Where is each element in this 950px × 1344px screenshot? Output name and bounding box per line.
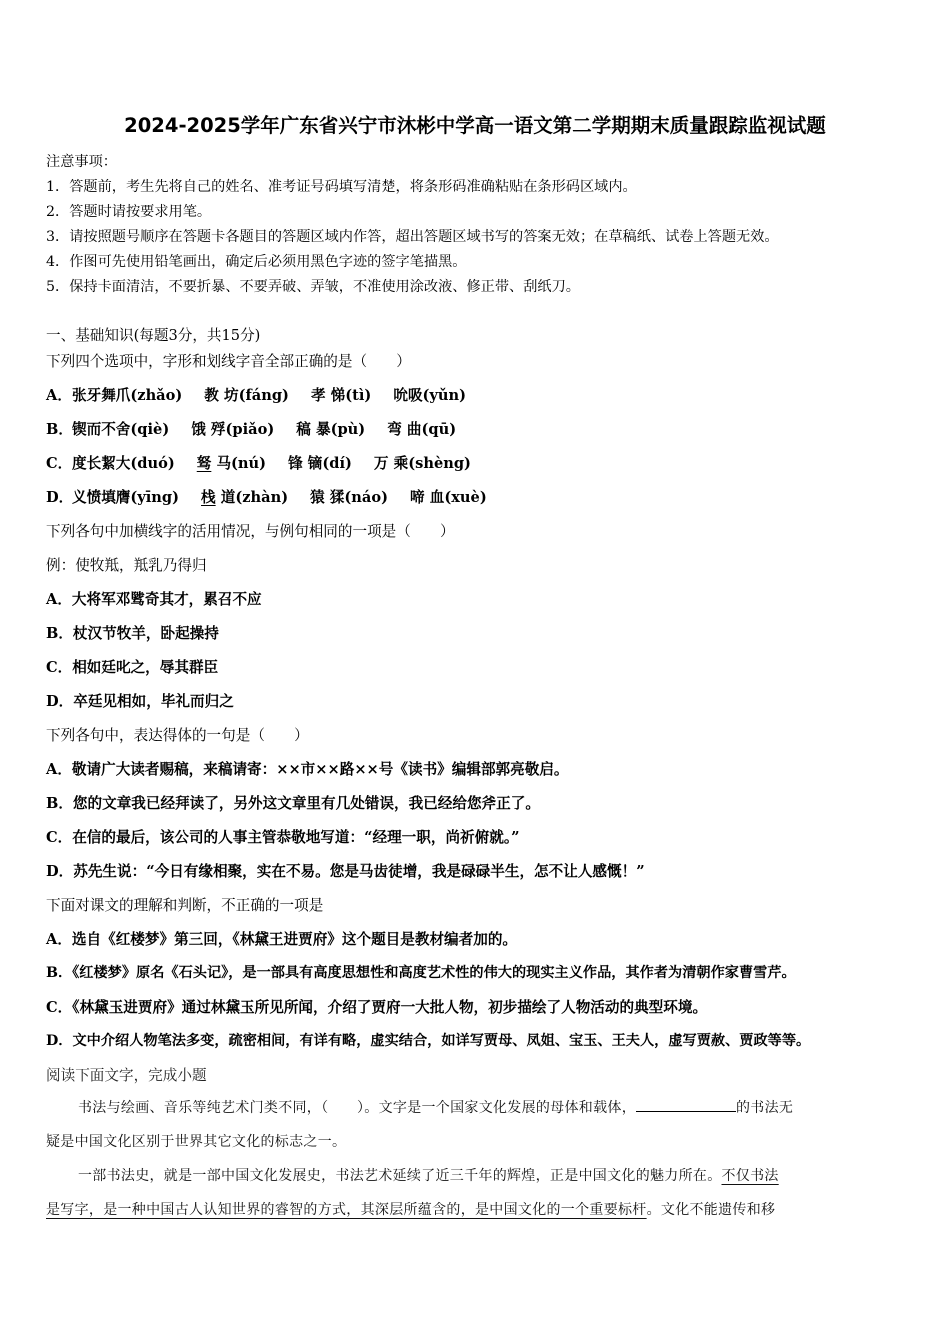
question-4-option-d[interactable]: D．文中介绍人物笔法多变，疏密相间，有详有略，虚实结合，如详写贾母、凤姐、宝玉、王夫人，虚写贾赦、贾政等等。 <box>46 1033 811 1049</box>
option-word: 义愤填膺(yīng) <box>72 489 180 506</box>
option-letter: D． <box>46 489 74 506</box>
passage-text: 书法与绘画、音乐等纯艺术门类不同，（ ）。文字是一个国家文化发展的母体和载体， <box>78 1100 636 1116</box>
option-letter: B． <box>46 421 73 438</box>
option-word: 张牙舞爪(zhǎo) <box>72 387 183 404</box>
option-char: 锋 <box>288 455 303 472</box>
question-1-option-d[interactable] <box>46 486 509 507</box>
option-word: 猱(náo) <box>329 489 389 506</box>
underlined-sentence: 是写字，是一种中国古人认知世界的睿智的方式，其深层所蕴含的，是中国文化的一个重要标杆 <box>46 1202 647 1218</box>
option-word: 锲而不舍(qiè) <box>72 421 170 438</box>
option-char: 万 <box>373 455 389 472</box>
section-heading: 一、基础知识(每题3分，共15分) <box>46 327 261 344</box>
passage-line <box>46 1193 906 1227</box>
option-word: 坊(fáng) <box>223 387 289 404</box>
option-letter: A． <box>46 387 72 404</box>
reading-intro: 阅读下面文字，完成小题 <box>46 1067 207 1084</box>
option-char: 啼 <box>410 489 425 506</box>
option-char: 栈 <box>201 489 216 506</box>
question-2-stem: 下列各句中加横线字的活用情况，与例句相同的一项是（ ） <box>46 523 455 540</box>
question-3-option-c[interactable]: C．在信的最后，该公司的人事主管恭敬地写道：“经理一职，尚祈俯就。” <box>46 829 520 846</box>
page-title: 2024-2025学年广东省兴宁市沐彬中学高一语文第二学期期末质量跟踪监视试题 <box>124 114 826 137</box>
question-2-example: 例：使牧羝，羝乳乃得归 <box>46 557 207 574</box>
passage-text: 。文化不能遗传和移 <box>646 1202 776 1218</box>
passage-line: 疑是中国文化区别于世界其它文化的标志之一。 <box>46 1134 347 1150</box>
question-2-option-a[interactable]: A．大将军邓骘奇其才，累召不应 <box>46 591 262 608</box>
passage-line <box>46 1091 906 1125</box>
question-4-stem: 下面对课文的理解和判断，不正确的一项是 <box>46 897 324 914</box>
passage-text: 一部书法史，就是一部中国文化发展史，书法艺术延续了近三千年的辉煌，正是中国文化的魅力所在。 <box>78 1168 722 1184</box>
option-word: 吮吸(yǔn) <box>393 387 467 404</box>
notes-block <box>46 150 926 300</box>
question-3-option-b[interactable]: B．您的文章我已经拜读了，另外这文章里有几处错误，我已经给您斧正了。 <box>46 795 540 812</box>
question-2-option-b[interactable]: B．杖汉节牧羊，卧起操持 <box>46 625 219 642</box>
passage-line <box>46 1159 906 1193</box>
question-3-option-a[interactable]: A．敬请广大读者赐稿，来稿请寄：××市××路××号《读书》编辑部郭亮敬启。 <box>46 761 569 778</box>
option-word: 度长絜大(duó) <box>72 455 175 472</box>
option-char: 教 <box>204 387 219 404</box>
option-word: 悌(tì) <box>330 387 372 404</box>
passage-text: 的书法无 <box>736 1100 794 1116</box>
question-1-option-a[interactable] <box>46 384 488 405</box>
question-2-option-d[interactable]: D．卒廷见相如，毕礼而归之 <box>46 693 234 710</box>
question-3-option-d[interactable]: D．苏先生说：“今日有缘相聚，实在不易。您是马齿徒增，我是碌碌半生，怎不让人感慨！” <box>46 863 645 880</box>
option-word: 马(nú) <box>216 455 267 472</box>
question-2-option-c[interactable]: C．相如廷叱之，辱其群臣 <box>46 659 219 676</box>
option-word: 乘(shèng) <box>393 455 471 472</box>
option-char: 猿 <box>310 489 325 506</box>
option-char: 驽 <box>196 455 212 472</box>
question-1-stem: 下列四个选项中，字形和划线字音全部正确的是（ ） <box>46 353 411 370</box>
question-4-option-b[interactable]: B．《红楼梦》原名《石头记》，是一部具有高度思想性和高度艺术性的伟大的现实主义作品，其作者为清朝作家曹雪芹。 <box>46 965 796 981</box>
option-word: 镝(dí) <box>307 455 352 472</box>
option-letter: C． <box>46 455 73 472</box>
note-item: 4．作图可先使用铅笔画出，确定后必须用黑色字迹的签字笔描黑。 <box>46 254 467 270</box>
question-3-stem: 下列各句中，表达得体的一句是（ ） <box>46 727 309 744</box>
question-4-option-c[interactable]: C．《林黛玉进贾府》通过林黛玉所见所闻，介绍了贾府一大批人物，初步描绘了人物活动的典型环境。 <box>46 999 708 1016</box>
option-char: 孝 <box>310 387 326 404</box>
option-word: 血(xuè) <box>429 489 487 506</box>
option-word: 曲(qū) <box>406 421 457 438</box>
question-4-option-a[interactable]: A．选自《红楼梦》第三回，《林黛王进贾府》这个题目是教材编者加的。 <box>46 931 518 948</box>
option-word: 道(zhàn) <box>220 489 289 506</box>
option-word: 殍(piǎo) <box>210 421 275 438</box>
question-1-option-c[interactable] <box>46 452 493 473</box>
note-item: 1．答题前，考生先将自己的姓名、准考证号码填写清楚，将条形码准确粘贴在条形码区域内。 <box>46 179 637 195</box>
reading-passage <box>46 1091 906 1227</box>
option-char: 弯 <box>387 421 402 438</box>
note-item: 2．答题时请按要求用笔。 <box>46 204 212 220</box>
notes-heading: 注意事项： <box>46 154 117 170</box>
option-word: 暴(pù) <box>315 421 366 438</box>
underlined-sentence: 不仅书法 <box>721 1168 779 1184</box>
option-char: 稿 <box>296 421 311 438</box>
note-item: 3．请按照题号顺序在答题卡各题目的答题区域内作答，超出答题区域书写的答案无效；在草稿纸、试卷上答题无效。 <box>46 229 779 245</box>
question-1-option-b[interactable] <box>46 418 478 439</box>
note-item: 5．保持卡面清洁，不要折暴、不要弄破、弄皱，不准使用涂改液、修正带、刮纸刀。 <box>46 279 580 295</box>
fill-blank[interactable] <box>636 1097 736 1112</box>
option-char: 饿 <box>191 421 206 438</box>
